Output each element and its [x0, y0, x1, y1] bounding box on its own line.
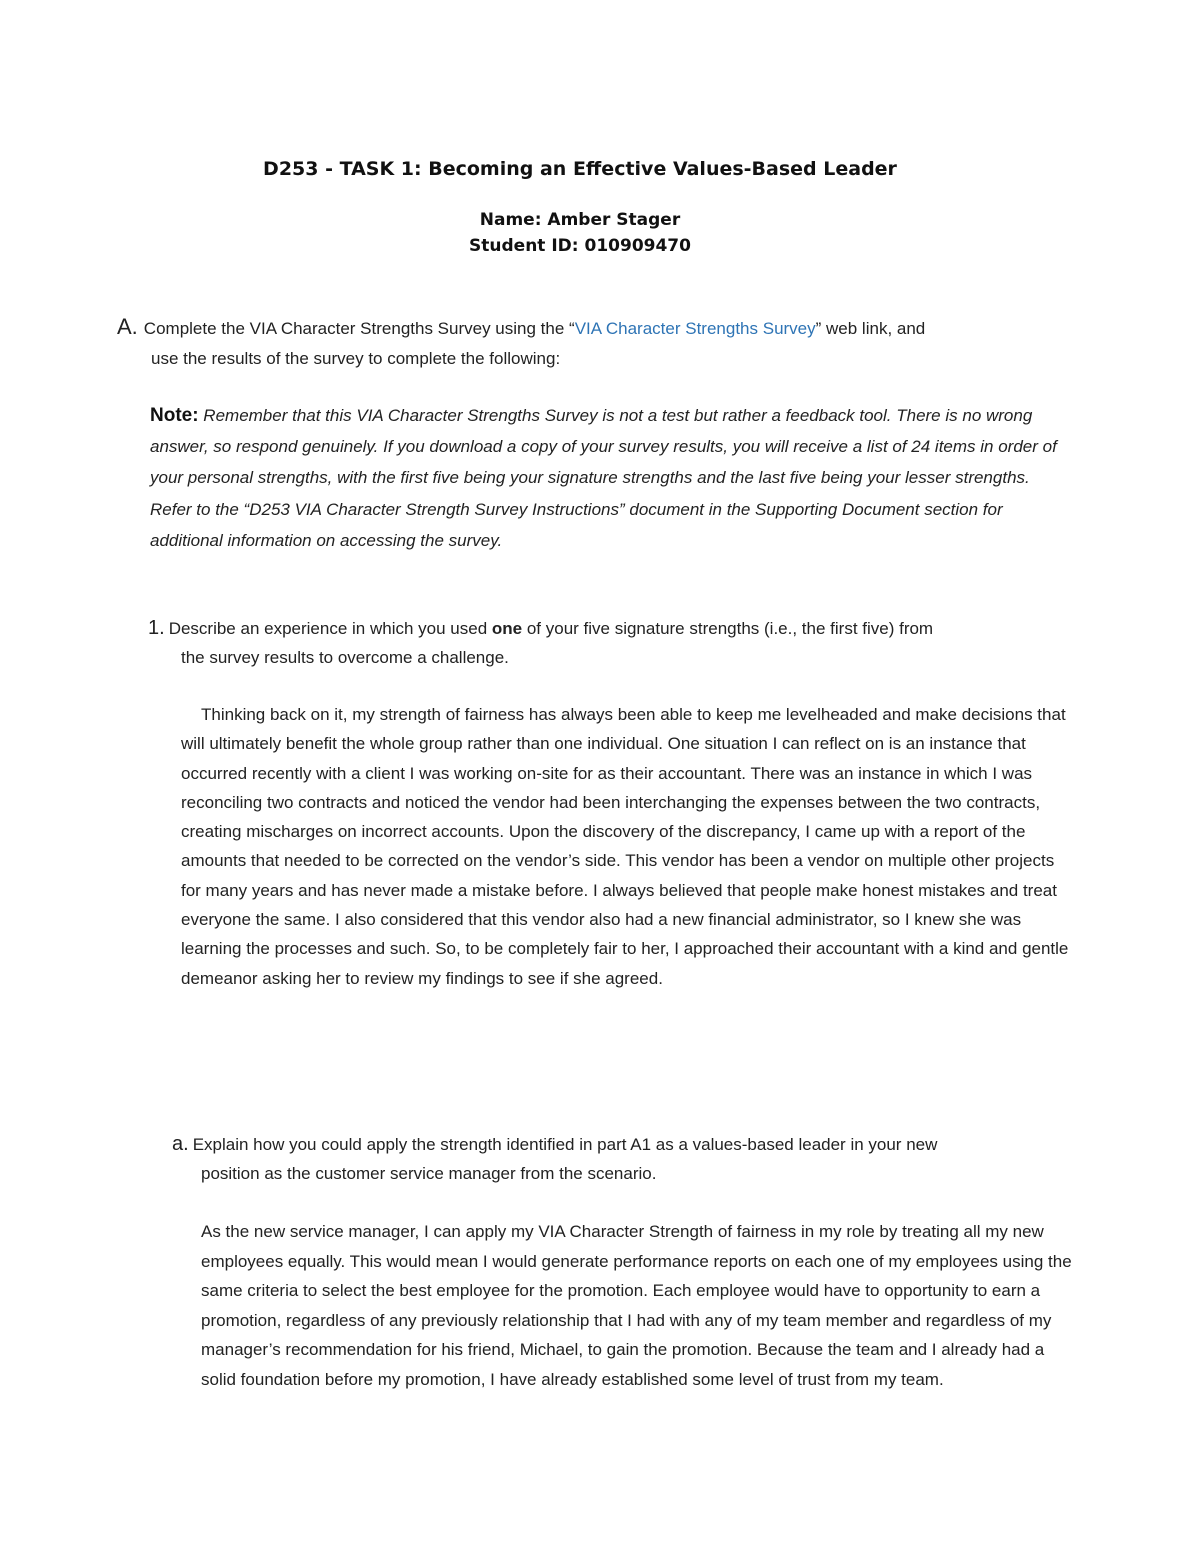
section-a-text-after-link: ” web link, and — [815, 319, 926, 338]
student-name: Name: Amber Stager — [479, 210, 681, 230]
section-a-line2: use the results of the survey to complete the following: — [151, 349, 561, 368]
question-a-line2: position as the customer service manager from the scenario. — [201, 1164, 657, 1183]
student-id: Student ID: 010909470 — [469, 236, 691, 256]
question-1-bold-word: one — [491, 619, 523, 638]
question-a — [172, 1130, 1077, 1188]
question-1-label: 1. — [148, 617, 165, 639]
question-1-line2: the survey results to overcome a challenge. — [181, 648, 509, 667]
note-label: Note: — [150, 405, 199, 426]
question-1 — [148, 614, 1073, 672]
answer-a-paragraph: As the new service manager, I can apply my VIA Character Strength of fairness in my role by treating all my new employees equally. This would mean I would generate performance reports on each one of my employees using the same criteria to select the best employee for the promotion. Each employee would have to opportunity to earn a promotion, regardless of any previously relationship that I had with any of my team member and regardless of my manager’s recommendation for his friend, Michael, to gain the promotion. Because the team and I already had a solid foundation before my promotion, I have already established some level of trust from my team. — [201, 1222, 1072, 1389]
document-title: D253 - TASK 1: Becoming an Effective Values-Based Leader — [263, 158, 897, 180]
question-1-text-after: of your five signature strengths (i.e., the first five) from — [522, 619, 934, 638]
answer-1-paragraph: Thinking back on it, my strength of fairness has always been able to keep me levelheaded and make decisions that will ultimately benefit the whole group rather than one individual. One situation I can reflect on is an instance that occurred recently with a client I was working on-site for as their accountant. There was an instance in which I was reconciling two contracts and noticed the vendor had been interchanging the expenses between the two contracts, creating mischarges on incorrect accounts. Upon the discovery of the discrepancy, I came up with a report of the amounts that needed to be corrected on the vendor’s side. This vendor has been a vendor on multiple other projects for many years and has never made a mistake before. I always believed that people make honest mistakes and treat everyone the same. I also considered that this vendor also had a new financial administrator, so I knew she was learning the processes and such. So, to be completely fair to her, I approached their accountant with a kind and gentle demeanor asking her to review my findings to see if she agreed. — [181, 705, 1069, 988]
section-a-label: A. — [117, 314, 138, 339]
note-text: Remember that this VIA Character Strengths Survey is not a test but rather a feedback tool. There is no wrong answer, so respond genuinely. If you download a copy of your survey results, you will receive a list of 24 items in order of your personal strengths, with the first five being your signature strengths and the last five being your lesser strengths. Refer to the “D253 VIA Character Strength Survey Instructions” document in the Supporting Document section for additional information on accessing the survey. — [150, 406, 1057, 550]
section-a-text-before-link: Complete the VIA Character Strengths Survey using the “ — [143, 319, 575, 338]
note-paragraph — [150, 400, 1070, 556]
via-survey-link[interactable]: VIA Character Strengths Survey — [574, 319, 816, 338]
question-a-label: a. — [172, 1133, 189, 1155]
section-a-prompt — [117, 312, 1062, 374]
question-a-line1: Explain how you could apply the strength identified in part A1 as a values-based leader in your new — [192, 1135, 938, 1154]
question-1-text-before: Describe an experience in which you used — [168, 619, 492, 638]
